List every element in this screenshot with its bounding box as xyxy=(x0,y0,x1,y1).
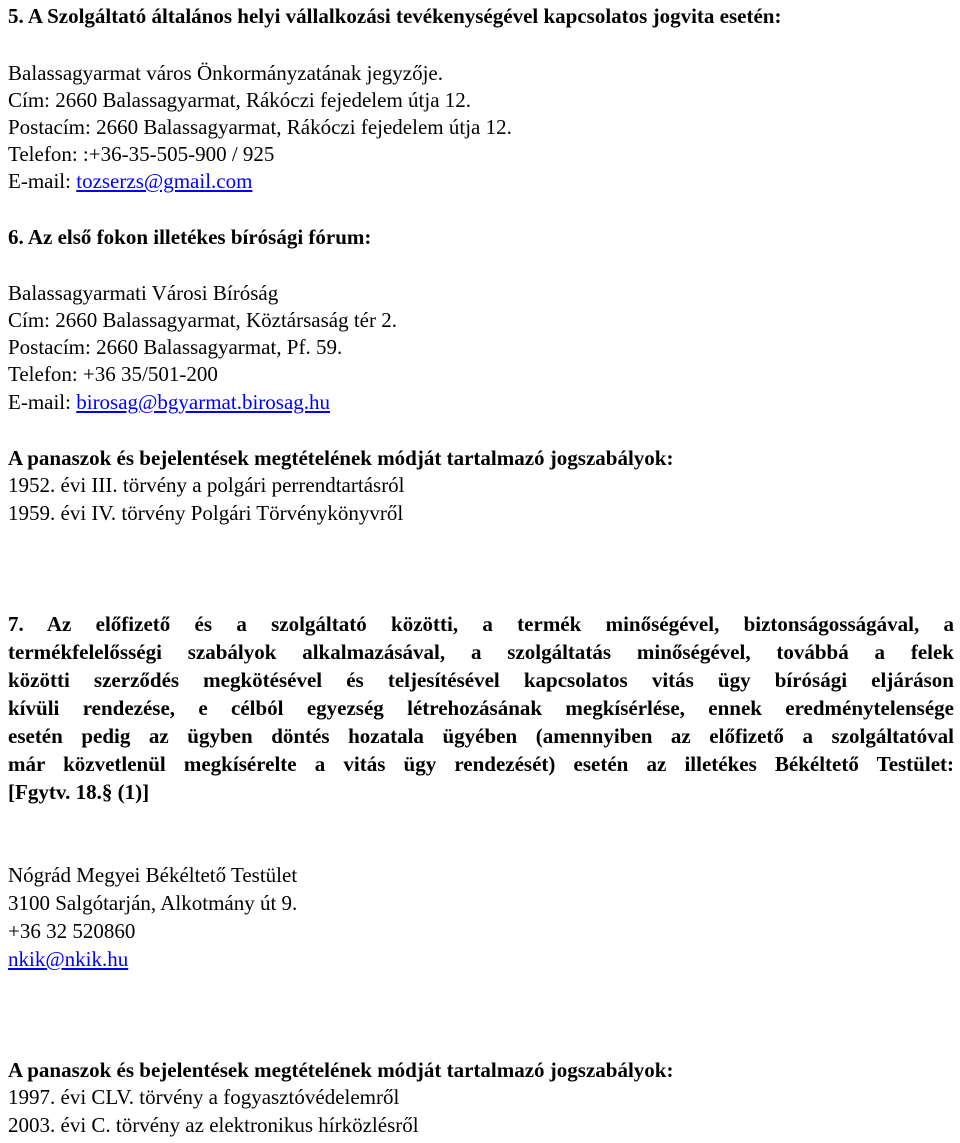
section7-paragraph xyxy=(8,610,954,806)
section6-email-label: E-mail: xyxy=(8,390,77,414)
section7-paragraph-line: [Fgytv. 18.§ (1)] xyxy=(8,780,150,804)
section6-phone: Telefon: +36 35/501-200 xyxy=(8,362,218,386)
section7-paragraph-line: kívüli rendezése, e célból egyezség létrehozásának megkísérlése, ennek eredménytelensége xyxy=(8,696,954,720)
section5-heading: 5. A Szolgáltató általános helyi vállalkozási tevékenységével kapcsolatos jogvita esetén: xyxy=(8,4,782,28)
section6-address: Cím: 2660 Balassagyarmat, Köztársaság tér 2. xyxy=(8,308,397,332)
section7-email-line xyxy=(8,946,128,972)
section6-court: Balassagyarmati Városi Bíróság xyxy=(8,281,279,305)
section7-paragraph-line: közötti szerződés megkötésével és teljesítésével kapcsolatos vitás ügy bírósági eljáráson xyxy=(8,668,954,692)
section5-email-line xyxy=(8,168,252,194)
section7-law-1: 1997. évi CLV. törvény a fogyasztóvédelemről xyxy=(8,1085,400,1109)
section7-laws-heading: A panaszok és bejelentések megtételének módját tartalmazó jogszabályok: xyxy=(8,1058,674,1082)
section6-postal: Postacím: 2660 Balassagyarmat, Pf. 59. xyxy=(8,335,343,359)
section6-laws-heading: A panaszok és bejelentések megtételének módját tartalmazó jogszabályok: xyxy=(8,446,674,470)
section7-paragraph-line: 7. Az előfizető és a szolgáltató közötti, a termék minőségével, biztonságosságával, a xyxy=(8,612,954,636)
section5-email-link[interactable]: tozserzs@gmail.com xyxy=(76,169,253,193)
section5-authority: Balassagyarmat város Önkormányzatának jegyzője. xyxy=(8,61,444,85)
section5-email-label: E-mail: xyxy=(8,169,77,193)
section7-law-2: 2003. évi C. törvény az elektronikus hírközlésről xyxy=(8,1113,419,1137)
section5-postal: Postacím: 2660 Balassagyarmat, Rákóczi fejedelem útja 12. xyxy=(8,115,512,139)
section7-board: Nógrád Megyei Békéltető Testület xyxy=(8,863,298,887)
section7-phone: +36 32 520860 xyxy=(8,919,136,943)
section7-paragraph-line: esetén pedig az ügyben döntés hozatala ügyében (amennyiben az előfizető a szolgáltatóval xyxy=(8,724,954,748)
section5-phone: Telefon: :+36-35-505-900 / 925 xyxy=(8,142,275,166)
section6-email-link[interactable]: birosag@bgyarmat.birosag.hu xyxy=(76,390,331,414)
section6-heading: 6. Az első fokon illetékes bírósági fórum: xyxy=(8,225,372,249)
section6-law-2: 1959. évi IV. törvény Polgári Törvénykönyvről xyxy=(8,501,404,525)
section7-paragraph-line: már közvetlenül megkísérelte a vitás ügy rendezését) esetén az illetékes Békéltető Testület: xyxy=(8,752,954,776)
section6-email-line xyxy=(8,389,330,415)
section7-email-link[interactable]: nkik@nkik.hu xyxy=(8,947,129,971)
section6-law-1: 1952. évi III. törvény a polgári perrendtartásról xyxy=(8,473,405,497)
section5-address: Cím: 2660 Balassagyarmat, Rákóczi fejedelem útja 12. xyxy=(8,88,472,112)
section7-address: 3100 Salgótarján, Alkotmány út 9. xyxy=(8,891,298,915)
section7-paragraph-line: termékfelelősségi szabályok alkalmazásával, a szolgáltatás minőségével, továbbá a felek xyxy=(8,640,954,664)
